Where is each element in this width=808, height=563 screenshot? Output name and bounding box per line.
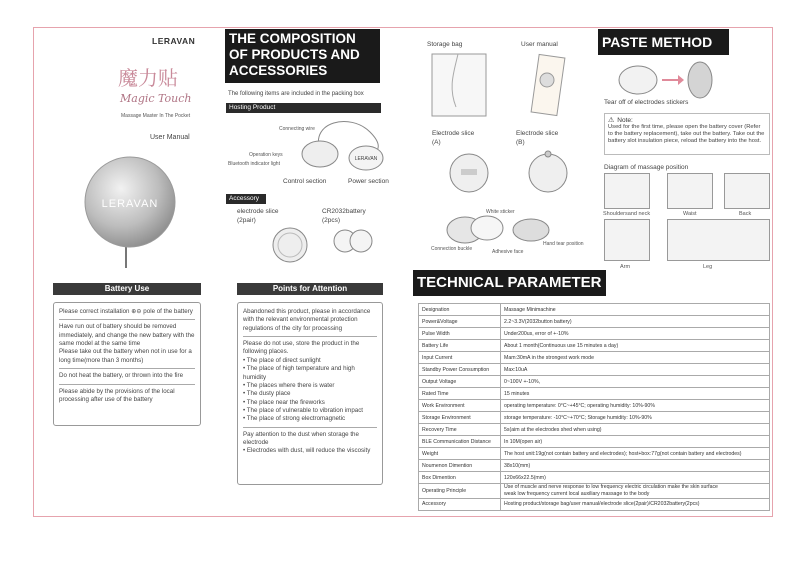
brand-logo: LERAVAN bbox=[152, 36, 196, 46]
table-row bbox=[419, 376, 770, 388]
label-cr2032 bbox=[322, 208, 366, 226]
table-row bbox=[419, 498, 770, 510]
label-operation-keys: Operation keys bbox=[249, 152, 283, 158]
tagline: Massage Master In The Pocket bbox=[121, 113, 191, 119]
param-name: Designation bbox=[419, 304, 501, 316]
table-row bbox=[419, 364, 770, 376]
label-hand-tear: Hand tear position bbox=[543, 241, 584, 247]
param-value: storage temperature: -10°C~+70°C; Storage humidity: 10%-90% bbox=[501, 412, 770, 424]
battery-text-4: Do not heat the battery, or thrown into the fire bbox=[59, 372, 184, 380]
attention-item-1: • The place of direct sunlight bbox=[243, 356, 321, 364]
param-name: Battery Life bbox=[419, 340, 501, 352]
param-name: Weight bbox=[419, 448, 501, 460]
label-control-section: Control section bbox=[283, 178, 327, 185]
battery-use-header: Battery Use bbox=[53, 283, 201, 295]
label-power-section: Power section bbox=[348, 178, 389, 185]
tear-stickers-figure bbox=[612, 60, 716, 102]
cr2032-qty: (2pcs) bbox=[322, 216, 341, 224]
label-electrode-a bbox=[432, 130, 474, 148]
table-row bbox=[419, 484, 770, 499]
param-value: Massage Minimachine bbox=[501, 304, 770, 316]
label-bluetooth-light: Bluetooth indicator light bbox=[228, 161, 280, 167]
position-figure-leg bbox=[667, 219, 770, 261]
accessory-tag: Accessory bbox=[226, 194, 266, 204]
param-value: 38x10(mm) bbox=[501, 460, 770, 472]
cr2032-name: CR2032battery bbox=[322, 208, 366, 215]
battery-text-3: Please take out the battery when not in use for a long time(more than 3 months) bbox=[59, 348, 192, 364]
param-name: Standby Power Consumption bbox=[419, 364, 501, 376]
battery-text-1: Please correct installation ⊕⊖ pole of the battery bbox=[59, 308, 193, 315]
attention-item-6: • The place of vulnerable to vibration impact bbox=[243, 406, 364, 414]
param-value: operating temperature: 0°C~+45°C; operating humidity: 10%-90% bbox=[501, 400, 770, 412]
table-row bbox=[419, 448, 770, 460]
massage-position-title: Diagram of massage position bbox=[604, 164, 689, 171]
attention-text-3: Pay attention to the dust when storage the electrode bbox=[243, 430, 359, 447]
param-name: Rated Time bbox=[419, 388, 501, 400]
label-back: Back bbox=[739, 211, 752, 217]
table-row bbox=[419, 412, 770, 424]
param-name: Recovery Time bbox=[419, 424, 501, 436]
table-row bbox=[419, 340, 770, 352]
param-name: Accessory bbox=[419, 498, 501, 510]
attention-item-3: • The places where there is water bbox=[243, 381, 335, 389]
param-value: The host unit:19g(not contain battery and electrodes); host+box:77g(not contain battery and electrodes) bbox=[501, 448, 770, 460]
label-electrode-slice bbox=[237, 208, 279, 226]
param-name: Work Environment bbox=[419, 400, 501, 412]
param-name: Output Voltage bbox=[419, 376, 501, 388]
position-figure-waist bbox=[667, 173, 713, 209]
composition-intro: The following items are included in the packing box bbox=[228, 91, 364, 97]
param-name: BLE Communication Distance bbox=[419, 436, 501, 448]
table-row bbox=[419, 400, 770, 412]
table-row bbox=[419, 436, 770, 448]
electrode-slice-figure bbox=[270, 225, 310, 265]
composition-heading-line2: OF PRODUCTS AND bbox=[229, 47, 360, 63]
position-figure-back bbox=[724, 173, 770, 209]
composition-heading-line1: THE COMPOSITION bbox=[229, 31, 356, 46]
battery-text-5: Please abide by the provisions of the local processing after use of the battery bbox=[59, 387, 175, 403]
product-name-cjk: 魔力贴 bbox=[118, 66, 178, 90]
electrode-slice-qty: (2pair) bbox=[237, 216, 256, 224]
attention-item-2: • The place of high temperature and high humidity bbox=[243, 365, 355, 381]
power-section-logo: LERAVAN bbox=[354, 156, 378, 162]
param-value: 15 minutes bbox=[501, 388, 770, 400]
note-text: Used for the first time, please open the battery cover (Refer to the battery replacement), take out the battery. Take out the battery slot insulation piece, reload the battery into the host. bbox=[608, 124, 765, 145]
position-figure-arm bbox=[604, 219, 650, 261]
table-row bbox=[419, 424, 770, 436]
param-value: Under200us, error of +-10% bbox=[501, 328, 770, 340]
label-adhesive-face: Adhesive face bbox=[492, 249, 524, 255]
hosting-product-figure bbox=[290, 112, 400, 182]
label-arm: Arm bbox=[620, 264, 631, 270]
table-row bbox=[419, 304, 770, 316]
attention-text-2: Please do not use, store the product in the following places. bbox=[243, 340, 360, 356]
electrode-slice-name: electrode slice bbox=[237, 208, 279, 215]
table-row bbox=[419, 316, 770, 328]
storage-bag-figure bbox=[428, 52, 490, 118]
param-name: Power&Voltage bbox=[419, 316, 501, 328]
electrode-a-letter: (A) bbox=[432, 138, 441, 146]
technical-parameter-heading: TECHNICAL PARAMETER bbox=[413, 270, 606, 296]
label-white-sticker: White sticker bbox=[486, 209, 515, 215]
attention-item-8: • Electrodes with dust, will reduce the viscosity bbox=[243, 447, 371, 455]
battery-figure bbox=[332, 228, 374, 254]
electrode-b-letter: (B) bbox=[516, 138, 525, 146]
param-value: Mam:30mA in the strongest work mode bbox=[501, 352, 770, 364]
product-name: Magic Touch bbox=[120, 92, 192, 105]
technical-parameter-table bbox=[418, 303, 770, 511]
param-name: Box Dimention bbox=[419, 472, 501, 484]
param-value: In 10M(open air) bbox=[501, 436, 770, 448]
table-row bbox=[419, 460, 770, 472]
label-waist: Waist bbox=[683, 211, 697, 217]
user-manual-label: User Manual bbox=[150, 134, 190, 141]
attention-item-4: • The dusty place bbox=[243, 390, 291, 398]
hosting-product-tag: Hosting Product bbox=[226, 103, 381, 113]
param-value: 2.2~3.3V(2032button battery) bbox=[501, 316, 770, 328]
battery-text-2: Have run out of battery should be removed immediately, and change the new battery with the same model at the same time bbox=[59, 323, 195, 348]
attention-text-1: Abandoned this product, please in accordance with the relevant environmental protection regulations of the city for processing bbox=[243, 308, 371, 332]
composition-heading bbox=[225, 29, 380, 83]
param-name: Pulse Width bbox=[419, 328, 501, 340]
paste-method-heading: PASTE METHOD bbox=[598, 29, 729, 55]
note-label: ⚠ Note: bbox=[608, 117, 633, 124]
param-name: Operating Principle bbox=[419, 484, 501, 499]
param-value: Use of muscle and nerve response to low frequency electric circulation make the skin surface weak low frequency current local auxiliary massage to the body bbox=[501, 484, 770, 499]
tear-stickers-caption: Tear off of electrodes stickers bbox=[604, 99, 689, 106]
table-row bbox=[419, 352, 770, 364]
param-value: 5s(aim at the electrodes shed when using) bbox=[501, 424, 770, 436]
param-name: Input Current bbox=[419, 352, 501, 364]
label-connection-buckle: Connection buckle bbox=[431, 246, 473, 252]
device-illustration bbox=[82, 150, 188, 270]
param-name: Storage Environment bbox=[419, 412, 501, 424]
position-figure-shoulder bbox=[604, 173, 650, 209]
attention-item-7: • The place of strong electromagnetic bbox=[243, 415, 346, 423]
param-name: Noumenon Dimention bbox=[419, 460, 501, 472]
attention-item-5: • The place near the fireworks bbox=[243, 398, 325, 406]
electrode-b-figure bbox=[525, 148, 571, 194]
user-manual-figure bbox=[525, 52, 569, 118]
param-value: 120x66x22.5(mm) bbox=[501, 472, 770, 484]
electrode-b-name: Electrode slice bbox=[516, 130, 559, 137]
param-value: 0~100V +-10%, bbox=[501, 376, 770, 388]
warning-icon: ⚠ bbox=[608, 117, 615, 124]
param-value: Hosting product/storage bag/user manual/electrode slice(2pair)/CR2032battery(2pcs) bbox=[501, 498, 770, 510]
composition-heading-line3: ACCESSORIES bbox=[229, 63, 328, 79]
table-row bbox=[419, 472, 770, 484]
label-shoulder-neck: Shouldersand neck bbox=[603, 211, 651, 217]
attention-box bbox=[237, 302, 383, 485]
device-logo-text: LERAVAN bbox=[101, 198, 159, 210]
label-leg: Leg bbox=[703, 264, 713, 270]
param-value: About 1 month(Continuous use 15 minutes a day) bbox=[501, 340, 770, 352]
battery-use-box bbox=[53, 302, 201, 426]
attention-header: Points for Attention bbox=[237, 283, 383, 295]
paste-note-box bbox=[604, 113, 770, 155]
label-electrode-b bbox=[516, 130, 558, 148]
electrode-a-figure bbox=[446, 148, 492, 194]
table-row bbox=[419, 328, 770, 340]
table-row bbox=[419, 388, 770, 400]
electrode-a-name: Electrode slice bbox=[432, 130, 475, 137]
label-user-manual: User manual bbox=[521, 41, 558, 48]
label-storage-bag: Storage bag bbox=[427, 41, 463, 48]
param-value: Max:10uA bbox=[501, 364, 770, 376]
label-connecting-wire: Connecting wire bbox=[279, 126, 315, 132]
